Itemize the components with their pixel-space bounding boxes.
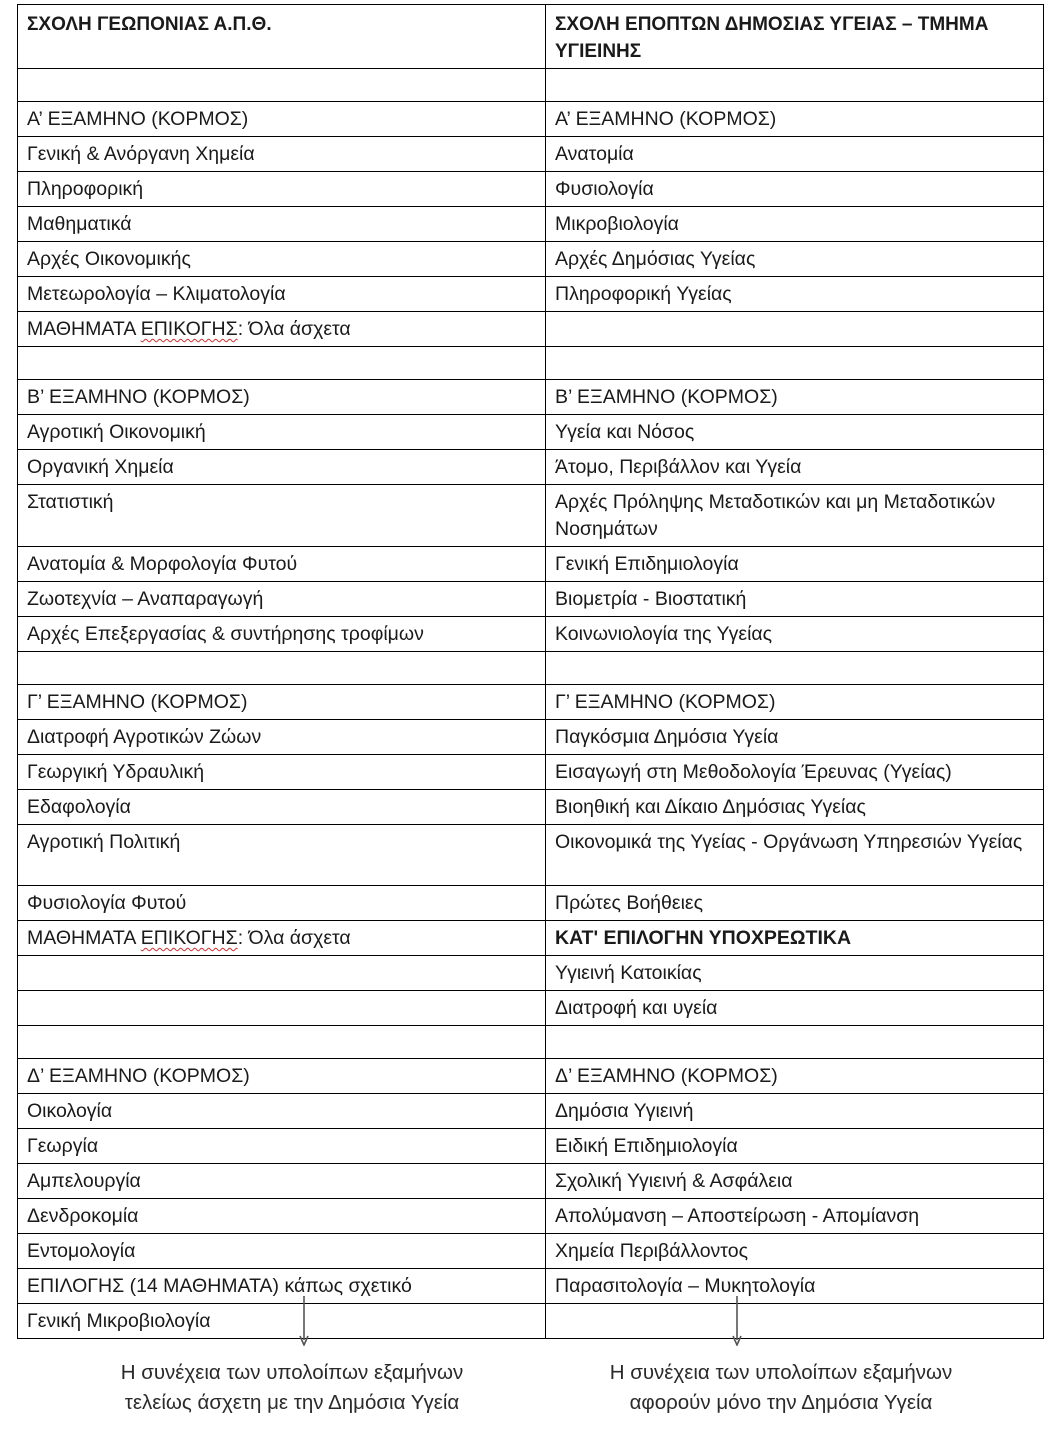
cell-right: Σχολική Υγιεινή & Ασφάλεια [546,1164,1044,1199]
semester-c-row [18,685,1044,720]
cell-left [18,69,546,102]
table-row [18,137,1044,172]
cell-left: Εντομολογία [18,1234,546,1269]
down-arrow-icon [298,1296,310,1346]
note-line: αφορούν μόνο την Δημόσια Υγεία [629,1391,933,1414]
cell-left: Στατιστική [18,485,546,547]
cell-left: Αγροτική Πολιτική [18,825,546,886]
table-row [18,652,1044,685]
table-row [18,825,1044,886]
cell-right: Χημεία Περιβάλλοντος [546,1234,1044,1269]
cell-left: Διατροφή Αγροτικών Ζώων [18,720,546,755]
cell-right: Αρχές Πρόληψης Μεταδοτικών και μη Μεταδοτικών Νοσημάτων [546,485,1044,547]
note-line: Η συνέχεια των υπολοίπων εξαμήνων [120,1361,464,1384]
cell-left: Γενική & Ανόργανη Χημεία [18,137,546,172]
cell-left: Μαθηματικά [18,207,546,242]
cell-right: Ειδική Επιδημιολογία [546,1129,1044,1164]
cell-right: Παρασιτολογία – Μυκητολογία [546,1269,1044,1304]
cell-right: Μικροβιολογία [546,207,1044,242]
cell-right: Διατροφή και υγεία [546,991,1044,1026]
electives-label: ΜΑΘΗΜΑΤΑ [27,927,141,949]
electives-row [18,312,1044,347]
header-public-health-school: ΣΧΟΛΗ ΕΠΟΠΤΩΝ ΔΗΜΟΣΙΑΣ ΥΓΕΙΑΣ – ΤΜΗΜΑ ΥΓΙΕΙΝΗΣ [546,5,1044,69]
cell-right: Α’ ΕΞΑΜΗΝΟ (ΚΟΡΜΟΣ) [546,102,1044,137]
table-row [18,1199,1044,1234]
cell-right: Απολύμανση – Αποστείρωση - Απομίανση [546,1199,1044,1234]
cell-left: Γεωργία [18,1129,546,1164]
cell-right: Δ’ ΕΞΑΜΗΝΟ (ΚΟΡΜΟΣ) [546,1059,1044,1094]
table-row [18,347,1044,380]
table-row [18,617,1044,652]
table-row [18,277,1044,312]
cell-right: Βιομετρία - Βιοστατική [546,582,1044,617]
cell-right [546,1304,1044,1339]
cell-right: Οικονομικά της Υγείας - Οργάνωση Υπηρεσιών Υγείας [546,825,1044,886]
cell-left [18,312,546,347]
cell-right: Πρώτες Βοήθειες [546,886,1044,921]
cell-left: Γεωργική Υδραυλική [18,755,546,790]
cell-left: ΕΠΙΛΟΓΗΣ (14 ΜΑΘΗΜΑΤΑ) κάπως σχετικό [18,1269,546,1304]
note-agriculture-continuation [82,1358,502,1418]
cell-right [546,347,1044,380]
electives-row [18,921,1044,956]
table-row [18,207,1044,242]
cell-left: Αρχές Επεξεργασίας & συντήρησης τροφίμων [18,617,546,652]
down-arrow-icon [731,1296,743,1346]
cell-left: Πληροφορική [18,172,546,207]
cell-left: Αρχές Οικονομικής [18,242,546,277]
semester-b-row [18,380,1044,415]
cell-left: Αγροτική Οικονομική [18,415,546,450]
table-row [18,1269,1044,1304]
cell-left: Γενική Μικροβιολογία [18,1304,546,1339]
table-row [18,755,1044,790]
cell-left: Αμπελουργία [18,1164,546,1199]
cell-right [546,312,1044,347]
cell-left [18,347,546,380]
table-row [18,991,1044,1026]
cell-left: Β’ ΕΞΑΜΗΝΟ (ΚΟΡΜΟΣ) [18,380,546,415]
table-row [18,450,1044,485]
table-row [18,242,1044,277]
cell-left: Δενδροκομία [18,1199,546,1234]
cell-right: Φυσιολογία [546,172,1044,207]
cell-left: Γ’ ΕΞΑΜΗΝΟ (ΚΟΡΜΟΣ) [18,685,546,720]
table-row [18,415,1044,450]
cell-left: Δ’ ΕΞΑΜΗΝΟ (ΚΟΡΜΟΣ) [18,1059,546,1094]
cell-right: Γ’ ΕΞΑΜΗΝΟ (ΚΟΡΜΟΣ) [546,685,1044,720]
cell-left [18,1026,546,1059]
cell-left [18,921,546,956]
header-row [18,5,1044,69]
semester-d-row [18,1059,1044,1094]
cell-left [18,956,546,991]
cell-right [546,69,1044,102]
cell-left: Ανατομία & Μορφολογία Φυτού [18,547,546,582]
semester-a-row [18,102,1044,137]
cell-right: Γενική Επιδημιολογία [546,547,1044,582]
cell-left: Α’ ΕΞΑΜΗΝΟ (ΚΟΡΜΟΣ) [18,102,546,137]
cell-right: Εισαγωγή στη Μεθοδολογία Έρευνας (Υγείας) [546,755,1044,790]
cell-right: Άτομο, Περιβάλλον και Υγεία [546,450,1044,485]
table-row [18,485,1044,547]
cell-right: Πληροφορική Υγείας [546,277,1044,312]
electives-note: : Όλα άσχετα [237,318,351,340]
note-line: τελείως άσχετη με την Δημόσια Υγεία [124,1391,460,1414]
cell-right: Β’ ΕΞΑΜΗΝΟ (ΚΟΡΜΟΣ) [546,380,1044,415]
cell-left: Ζωοτεχνία – Αναπαραγωγή [18,582,546,617]
cell-right [546,652,1044,685]
cell-left: Οργανική Χημεία [18,450,546,485]
table-row [18,1026,1044,1059]
cell-right: Υγιεινή Κατοικίας [546,956,1044,991]
cell-right: Παγκόσμια Δημόσια Υγεία [546,720,1044,755]
cell-right: Βιοηθική και Δίκαιο Δημόσιας Υγείας [546,790,1044,825]
table-row [18,172,1044,207]
table-row [18,886,1044,921]
cell-left: Οικολογία [18,1094,546,1129]
table-row [18,1304,1044,1339]
cell-right [546,1026,1044,1059]
table-row [18,1094,1044,1129]
cell-right: Αρχές Δημόσιας Υγείας [546,242,1044,277]
curriculum-comparison-table [17,4,1044,1339]
table-row [18,547,1044,582]
table-row [18,1234,1044,1269]
electives-label: ΜΑΘΗΜΑΤΑ [27,318,141,340]
misspelled-word: ΕΠΙΚΟΓΗΣ [140,318,238,340]
table-row [18,1129,1044,1164]
note-line: Η συνέχεια των υπολοίπων εξαμήνων [609,1361,953,1384]
header-agriculture-school: ΣΧΟΛΗ ΓΕΩΠΟΝΙΑΣ Α.Π.Θ. [18,5,546,69]
table-row [18,1164,1044,1199]
cell-right: Δημόσια Υγιεινή [546,1094,1044,1129]
cell-left [18,991,546,1026]
table-row [18,720,1044,755]
table-row [18,69,1044,102]
note-public-health-continuation [571,1358,991,1418]
cell-right: Κοινωνιολογία της Υγείας [546,617,1044,652]
cell-left [18,652,546,685]
cell-left: Μετεωρολογία – Κλιματολογία [18,277,546,312]
misspelled-word: ΕΠΙΚΟΓΗΣ [140,927,238,949]
electives-note: : Όλα άσχετα [237,927,351,949]
compulsory-electives-heading: ΚΑΤ' ΕΠΙΛΟΓΗΝ ΥΠΟΧΡΕΩΤΙΚΑ [546,921,1044,956]
cell-left: Εδαφολογία [18,790,546,825]
cell-right: Ανατομία [546,137,1044,172]
table-row [18,582,1044,617]
table-row [18,956,1044,991]
cell-left: Φυσιολογία Φυτού [18,886,546,921]
cell-right: Υγεία και Νόσος [546,415,1044,450]
table-row [18,790,1044,825]
